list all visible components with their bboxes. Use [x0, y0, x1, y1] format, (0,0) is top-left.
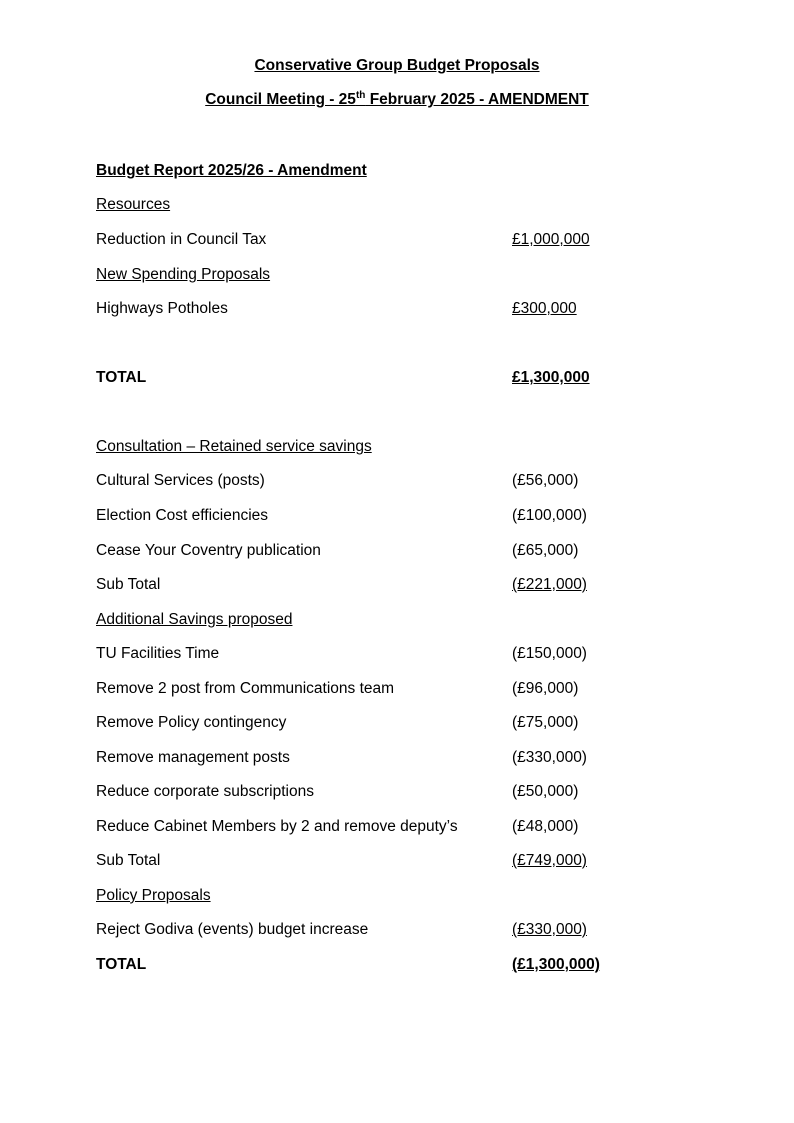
budget-row [96, 679, 736, 699]
policy-heading: Policy Proposals [96, 887, 211, 904]
policy-heading-row [96, 886, 736, 906]
row-amount: (£96,000) [512, 680, 579, 697]
row-label: Reduction in Council Tax [96, 231, 267, 248]
subtotal-row [96, 575, 736, 595]
row-amount: (£75,000) [512, 714, 579, 731]
row-amount: (£150,000) [512, 645, 587, 662]
section-title: Budget Report 2025/26 - Amendment [96, 162, 367, 179]
subtitle-superscript: th [355, 90, 366, 101]
budget-row [96, 782, 736, 802]
row-label: Highways Potholes [96, 300, 228, 317]
total-label: TOTAL [96, 369, 147, 386]
subtotal-row [96, 851, 736, 871]
resources-heading: Resources [96, 196, 171, 213]
row-amount: (£50,000) [512, 783, 579, 800]
grand-total-row [96, 955, 736, 975]
row-amount: (£65,000) [512, 542, 579, 559]
row-label: Remove 2 post from Communications team [96, 680, 395, 697]
budget-row [96, 920, 736, 940]
subtotal-amount: (£221,000) [512, 576, 587, 593]
budget-row [96, 817, 736, 837]
additional-heading-row [96, 610, 736, 630]
row-amount: £1,000,000 [512, 231, 590, 248]
row-amount: (£330,000) [512, 921, 587, 938]
budget-row [96, 299, 736, 319]
document-title: Conservative Group Budget Proposals [254, 57, 540, 74]
row-label: Reject Godiva (events) budget increase [96, 921, 369, 938]
subtotal-label: Sub Total [96, 576, 161, 593]
row-amount: (£48,000) [512, 818, 579, 835]
row-label: Reduce Cabinet Members by 2 and remove deputy’s [96, 818, 458, 835]
row-label: Cultural Services (posts) [96, 472, 265, 489]
total-row [96, 368, 736, 388]
subtitle-end: February 2025 - AMENDMENT [365, 91, 589, 108]
consultation-heading: Consultation – Retained service savings [96, 438, 372, 455]
row-amount: (£56,000) [512, 472, 579, 489]
budget-row [96, 748, 736, 768]
row-label: Reduce corporate subscriptions [96, 783, 314, 800]
budget-row [96, 644, 736, 664]
row-label: Remove Policy contingency [96, 714, 287, 731]
budget-row [96, 506, 736, 526]
budget-row [96, 713, 736, 733]
subtitle-start: Council Meeting - 25 [205, 91, 356, 108]
consultation-heading-row [96, 437, 736, 457]
subtotal-amount: (£749,000) [512, 852, 587, 869]
section-title-row [96, 161, 736, 181]
budget-row [96, 230, 736, 250]
row-amount: (£330,000) [512, 749, 587, 766]
grand-total-amount: (£1,300,000) [512, 956, 600, 973]
new-spending-heading: New Spending Proposals [96, 266, 271, 283]
budget-row [96, 541, 736, 561]
row-label: TU Facilities Time [96, 645, 220, 662]
row-amount: £300,000 [512, 300, 577, 317]
document-subtitle [0, 91, 794, 109]
new-spending-heading-row [96, 265, 736, 285]
row-label: Remove management posts [96, 749, 290, 766]
grand-total-label: TOTAL [96, 956, 147, 973]
additional-heading: Additional Savings proposed [96, 611, 293, 628]
resources-heading-row [96, 195, 736, 215]
total-amount: £1,300,000 [512, 369, 590, 386]
row-label: Cease Your Coventry publication [96, 542, 321, 559]
subtotal-label: Sub Total [96, 852, 161, 869]
row-amount: (£100,000) [512, 507, 587, 524]
budget-row [96, 471, 736, 491]
row-label: Election Cost efficiencies [96, 507, 269, 524]
